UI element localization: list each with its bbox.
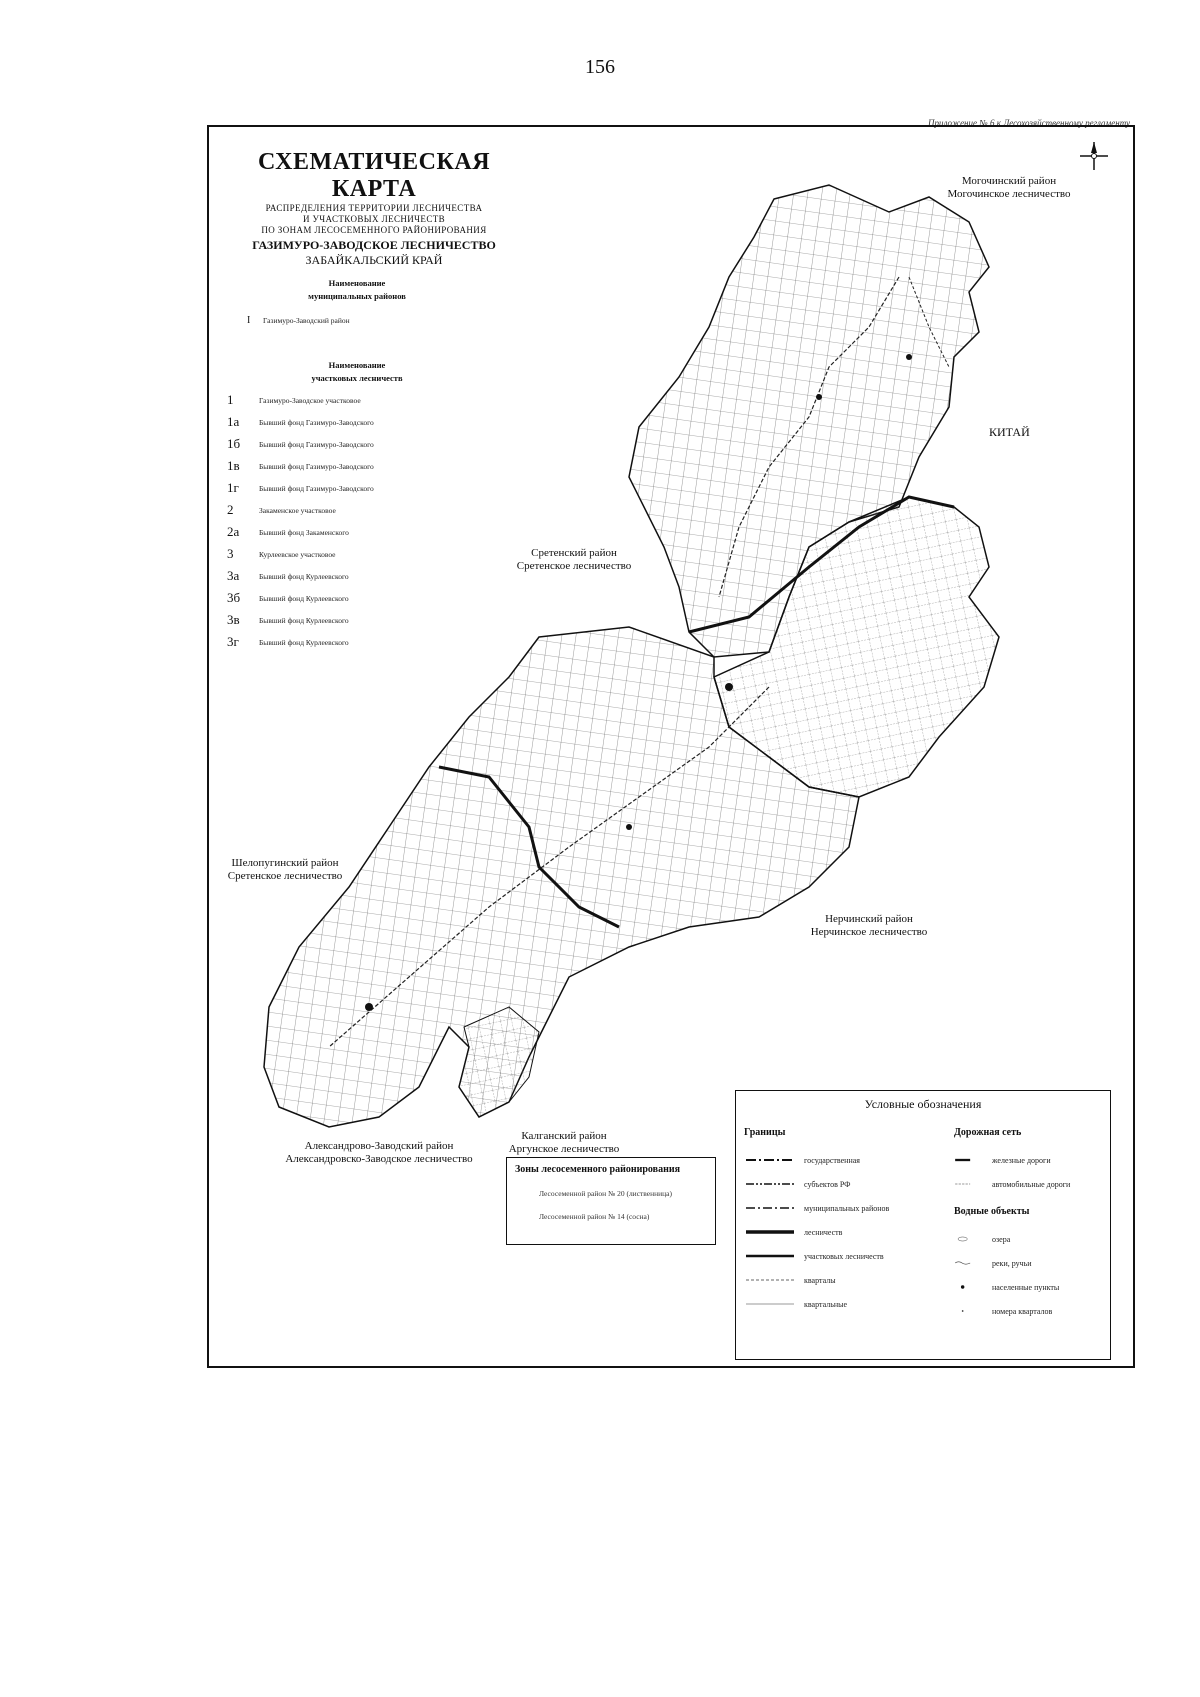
district-label-line: Могочинский район [961,175,1057,187]
district-legend-num: 3в [227,612,240,627]
compass-rose-icon [1079,141,1109,171]
district-legend-num: 3г [227,634,239,649]
district-legend-name: Бывший фонд Газимуро-Заводского [259,439,374,449]
legend-item [744,1148,944,1172]
seed-zones-legend [506,1157,716,1245]
district-forestry-boundary-symbol [744,1251,796,1261]
legend-roads-title: Дорожная сеть [954,1127,1022,1138]
district-legend-num: 1г [227,480,239,495]
district-legend-item [227,543,487,565]
district-label-line: Александровско-Заводское лесничество [285,1153,473,1165]
seed-zone-item: Лесосеменной район № 14 (сосна) [539,1212,650,1221]
district-label-line: Калганский район [521,1130,607,1142]
settlement-marker [816,394,822,400]
legend-label: железные дороги [992,1155,1051,1165]
district-label-shelopugino [215,857,355,883]
legend-label: муниципальных районов [804,1203,890,1213]
country-label-china: КИТАЙ [989,425,1030,439]
legend-item [744,1244,944,1268]
legend-item [954,1275,1104,1299]
legend-boundaries-title: Границы [744,1127,786,1138]
district-label-line: Шелопугинский район [231,857,339,869]
map-subtitle-1: РАСПРЕДЕЛЕНИЯ ТЕРРИТОРИИ ЛЕСНИЧЕСТВА [265,203,483,213]
district-label-line: Сретенское лесничество [516,560,632,572]
district-legend-num: 1в [227,458,240,473]
district-legend-name: Газимуро-Заводское участковое [259,395,361,405]
legend-item [954,1251,1104,1275]
district-label-line: Нерчинский район [825,913,913,925]
municipal-legend-num: I [247,314,251,326]
legend-label: номера кварталов [992,1306,1053,1316]
seed-zone-item: Лесосеменной район № 20 (лиственница) [539,1189,673,1198]
railway-symbol [954,1155,984,1165]
district-legend-name: Закаменское участковое [259,505,336,515]
district-label-sretensk [479,547,669,573]
district-legend-item [227,389,487,411]
legend-item [954,1299,1104,1323]
legend-label: государственная [804,1155,860,1165]
municipal-legend-name: Газимуро-Заводский район [263,315,350,325]
seed-zones-title: Зоны лесосеменного районирования [515,1164,681,1175]
district-label-line: Сретенский район [531,547,617,559]
district-legend-name: Бывший фонд Газимуро-Заводского [259,417,374,427]
road-symbol [954,1179,984,1189]
district-legend-name: Бывший фонд Газимуро-Заводского [259,483,374,493]
map-title-block [229,149,519,268]
district-legend-name: Бывший фонд Газимуро-Заводского [259,461,374,471]
territory-kalga-tongue [459,1007,539,1117]
quarter-line-symbol [744,1299,796,1309]
district-legend-name: Курлеевское участковое [259,549,336,559]
map-title: СХЕМАТИЧЕСКАЯ КАРТА [257,149,491,202]
legend-label: реки, ручьи [992,1258,1032,1268]
river-symbol [954,1258,984,1268]
municipal-legend-heading-2: муниципальных районов [308,291,406,301]
district-legend-item [227,477,487,499]
legend-boundaries [744,1127,944,1316]
district-legend-item [227,433,487,455]
legend-label: субъектов РФ [804,1179,851,1189]
legend-label: лесничеств [804,1227,843,1237]
district-legend-heading-2: участковых лесничеств [311,373,403,383]
legend-title: Условные обозначения [864,1097,982,1111]
legend-item [744,1196,944,1220]
district-legend-item [227,455,487,477]
legend-water-title: Водные объекты [954,1206,1030,1217]
district-label-line: Нерчинское лесничество [810,926,928,938]
map-subtitle-3: ПО ЗОНАМ ЛЕСОСЕМЕННОГО РАЙОНИРОВАНИЯ [261,225,487,235]
district-label-nerchinsk [769,913,969,939]
legend-roads-water [954,1127,1104,1323]
legend-item [744,1172,944,1196]
district-label-line: Аргунское лесничество [508,1143,620,1155]
legend-item [954,1227,1104,1251]
district-legend-num: 1 [227,392,234,407]
legend-label: озера [992,1234,1011,1244]
district-legend-item [227,631,487,653]
district-legend-name: Бывший фонд Курлеевского [259,571,349,581]
district-label-line: Александрово-Заводский район [304,1140,454,1152]
settlement-symbol [954,1282,984,1292]
forestry-boundary-symbol [744,1227,796,1237]
quarter-boundary-symbol [744,1275,796,1285]
settlement-marker [725,683,733,691]
district-legend-name: Бывший фонд Закаменского [259,527,349,537]
district-legend-num: 3 [227,546,234,561]
district-label-line: Сретенское лесничество [227,870,343,882]
district-legend-name: Бывший фонд Курлеевского [259,615,349,625]
municipal-legend-item [247,309,487,331]
district-legend-item [227,587,487,609]
settlement-marker [626,824,632,830]
left-legend [227,277,487,653]
appendix-note: Приложение № 6 к Лесохозяйственному регламенту [928,118,1130,128]
district-legend-item [227,521,487,543]
legend-label: населенные пункты [992,1282,1060,1292]
subject-boundary-symbol [744,1179,796,1189]
legend-item [954,1148,1104,1172]
municipal-legend-heading-1: Наименование [328,278,386,288]
district-legend-num: 2а [227,524,240,539]
legend-item [744,1220,944,1244]
page-number: 156 [585,56,615,78]
state-boundary-symbol [744,1155,796,1165]
district-legend-name: Бывший фонд Курлеевского [259,637,349,647]
district-legend-item [227,499,487,521]
quarter-number-symbol [954,1306,984,1316]
district-legend-item [227,411,487,433]
lake-symbol [954,1234,984,1244]
settlement-marker [906,354,912,360]
legend-label: участковых лесничеств [804,1251,884,1261]
legend-label: кварталы [804,1275,836,1285]
district-legend-name: Бывший фонд Курлеевского [259,593,349,603]
legend-label: автомобильные дороги [992,1179,1071,1189]
legend-item [744,1268,944,1292]
municipal-boundary-symbol [744,1203,796,1213]
settlement-marker [365,1003,373,1011]
district-legend-num: 3б [227,590,241,605]
map-frame [207,125,1135,1368]
district-legend-num: 1а [227,414,240,429]
district-legend-num: 3а [227,568,240,583]
legend-item [954,1172,1104,1196]
district-legend-num: 2 [227,502,234,517]
district-label-alexandrovsk [249,1140,509,1166]
district-label-mogocha [909,175,1109,201]
map-subtitle-2: И УЧАСТКОВЫХ ЛЕСНИЧЕСТВ [302,214,446,224]
district-legend-num: 1б [227,436,241,451]
district-legend-heading-1: Наименование [328,360,386,370]
region-name: ЗАБАЙКАЛЬСКИЙ КРАЙ [305,253,443,267]
forestry-name: ГАЗИМУРО-ЗАВОДСКОЕ ЛЕСНИЧЕСТВО [252,238,496,252]
district-legend-item [227,609,487,631]
legend-label: квартальные [804,1299,848,1309]
district-legend-item [227,565,487,587]
district-label-line: Могочинское лесничество [947,188,1071,200]
map-legend [735,1090,1111,1360]
legend-item [744,1292,944,1316]
